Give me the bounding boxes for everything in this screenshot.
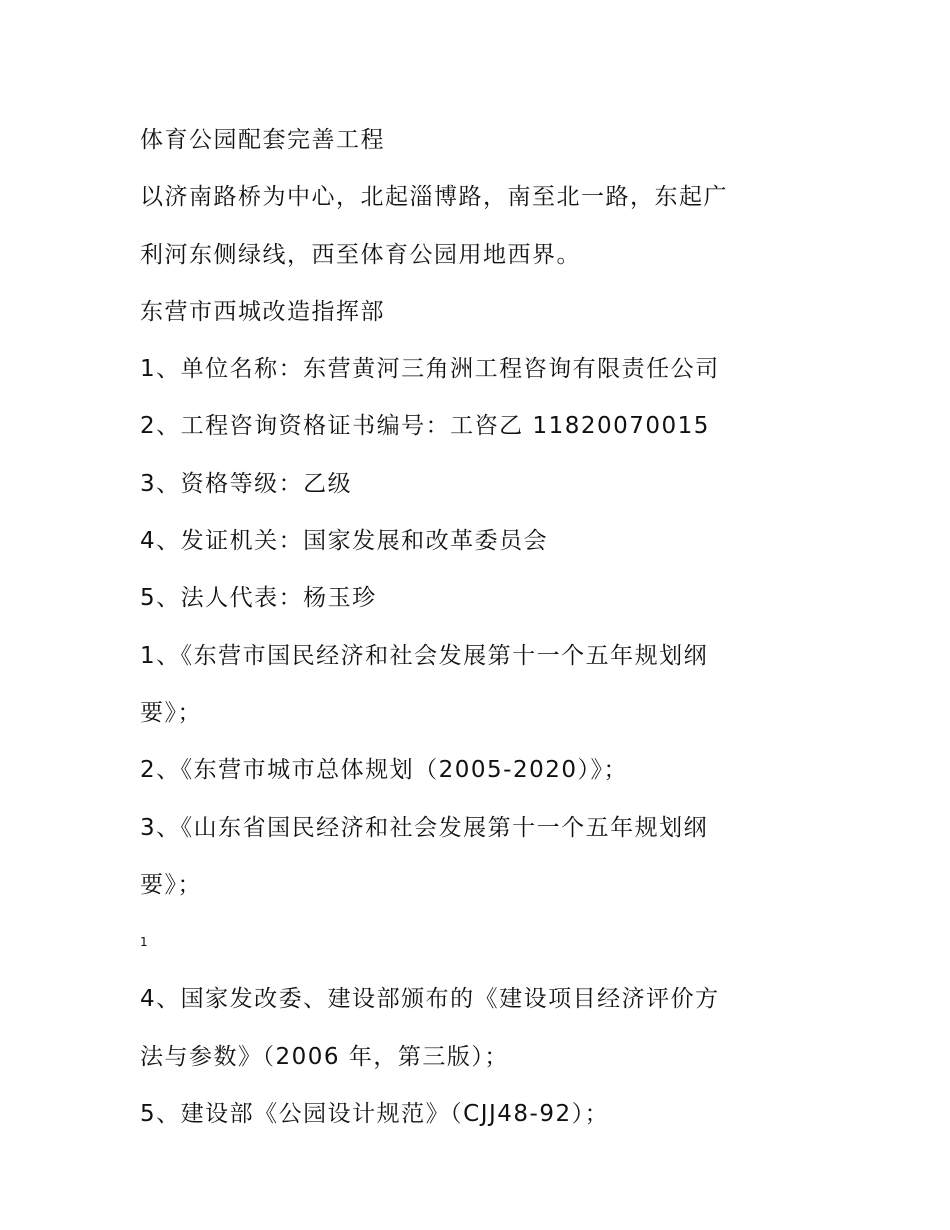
document-title: 体育公园配套完善工程 (140, 127, 385, 153)
text-line-scope-2: 利河东侧绿线，西至体育公园用地西界。 (140, 241, 581, 268)
list-item-issuing-authority: 4、发证机关：国家发展和改革委员会 (140, 528, 549, 555)
list-item-qualification-level: 3、资格等级：乙级 (140, 470, 353, 497)
text-line-client: 东营市西城改造指挥部 (140, 298, 385, 325)
reference-item-4-continued: 法与参数》（2006 年，第三版）； (140, 1043, 509, 1070)
reference-item-3: 3、《山东省国民经济和社会发展第十一个五年规划纲 (140, 814, 709, 841)
page-number: 1 (140, 935, 148, 950)
list-item-unit-name: 1、单位名称：东营黄河三角洲工程咨询有限责任公司 (140, 356, 720, 383)
reference-item-1: 1、《东营市国民经济和社会发展第十一个五年规划纲 (140, 642, 709, 669)
reference-item-2: 2、《东营市城市总体规划（2005-2020）》； (140, 757, 628, 784)
list-item-certificate-number: 2、工程咨询资格证书编号：工咨乙 11820070015 (140, 413, 710, 440)
reference-item-1-continued: 要》； (140, 699, 202, 726)
reference-item-5: 5、建设部《公园设计规范》（CJJ48-92）； (140, 1101, 610, 1128)
reference-item-4: 4、国家发改委、建设部颁布的《建设项目经济评价方 (140, 986, 720, 1013)
document-body (140, 112, 800, 1143)
list-item-legal-representative: 5、法人代表：杨玉珍 (140, 585, 377, 612)
text-line-scope-1: 以济南路桥为中心，北起淄博路，南至北一路，东起广 (140, 184, 728, 211)
reference-item-3-continued: 要》； (140, 871, 202, 898)
